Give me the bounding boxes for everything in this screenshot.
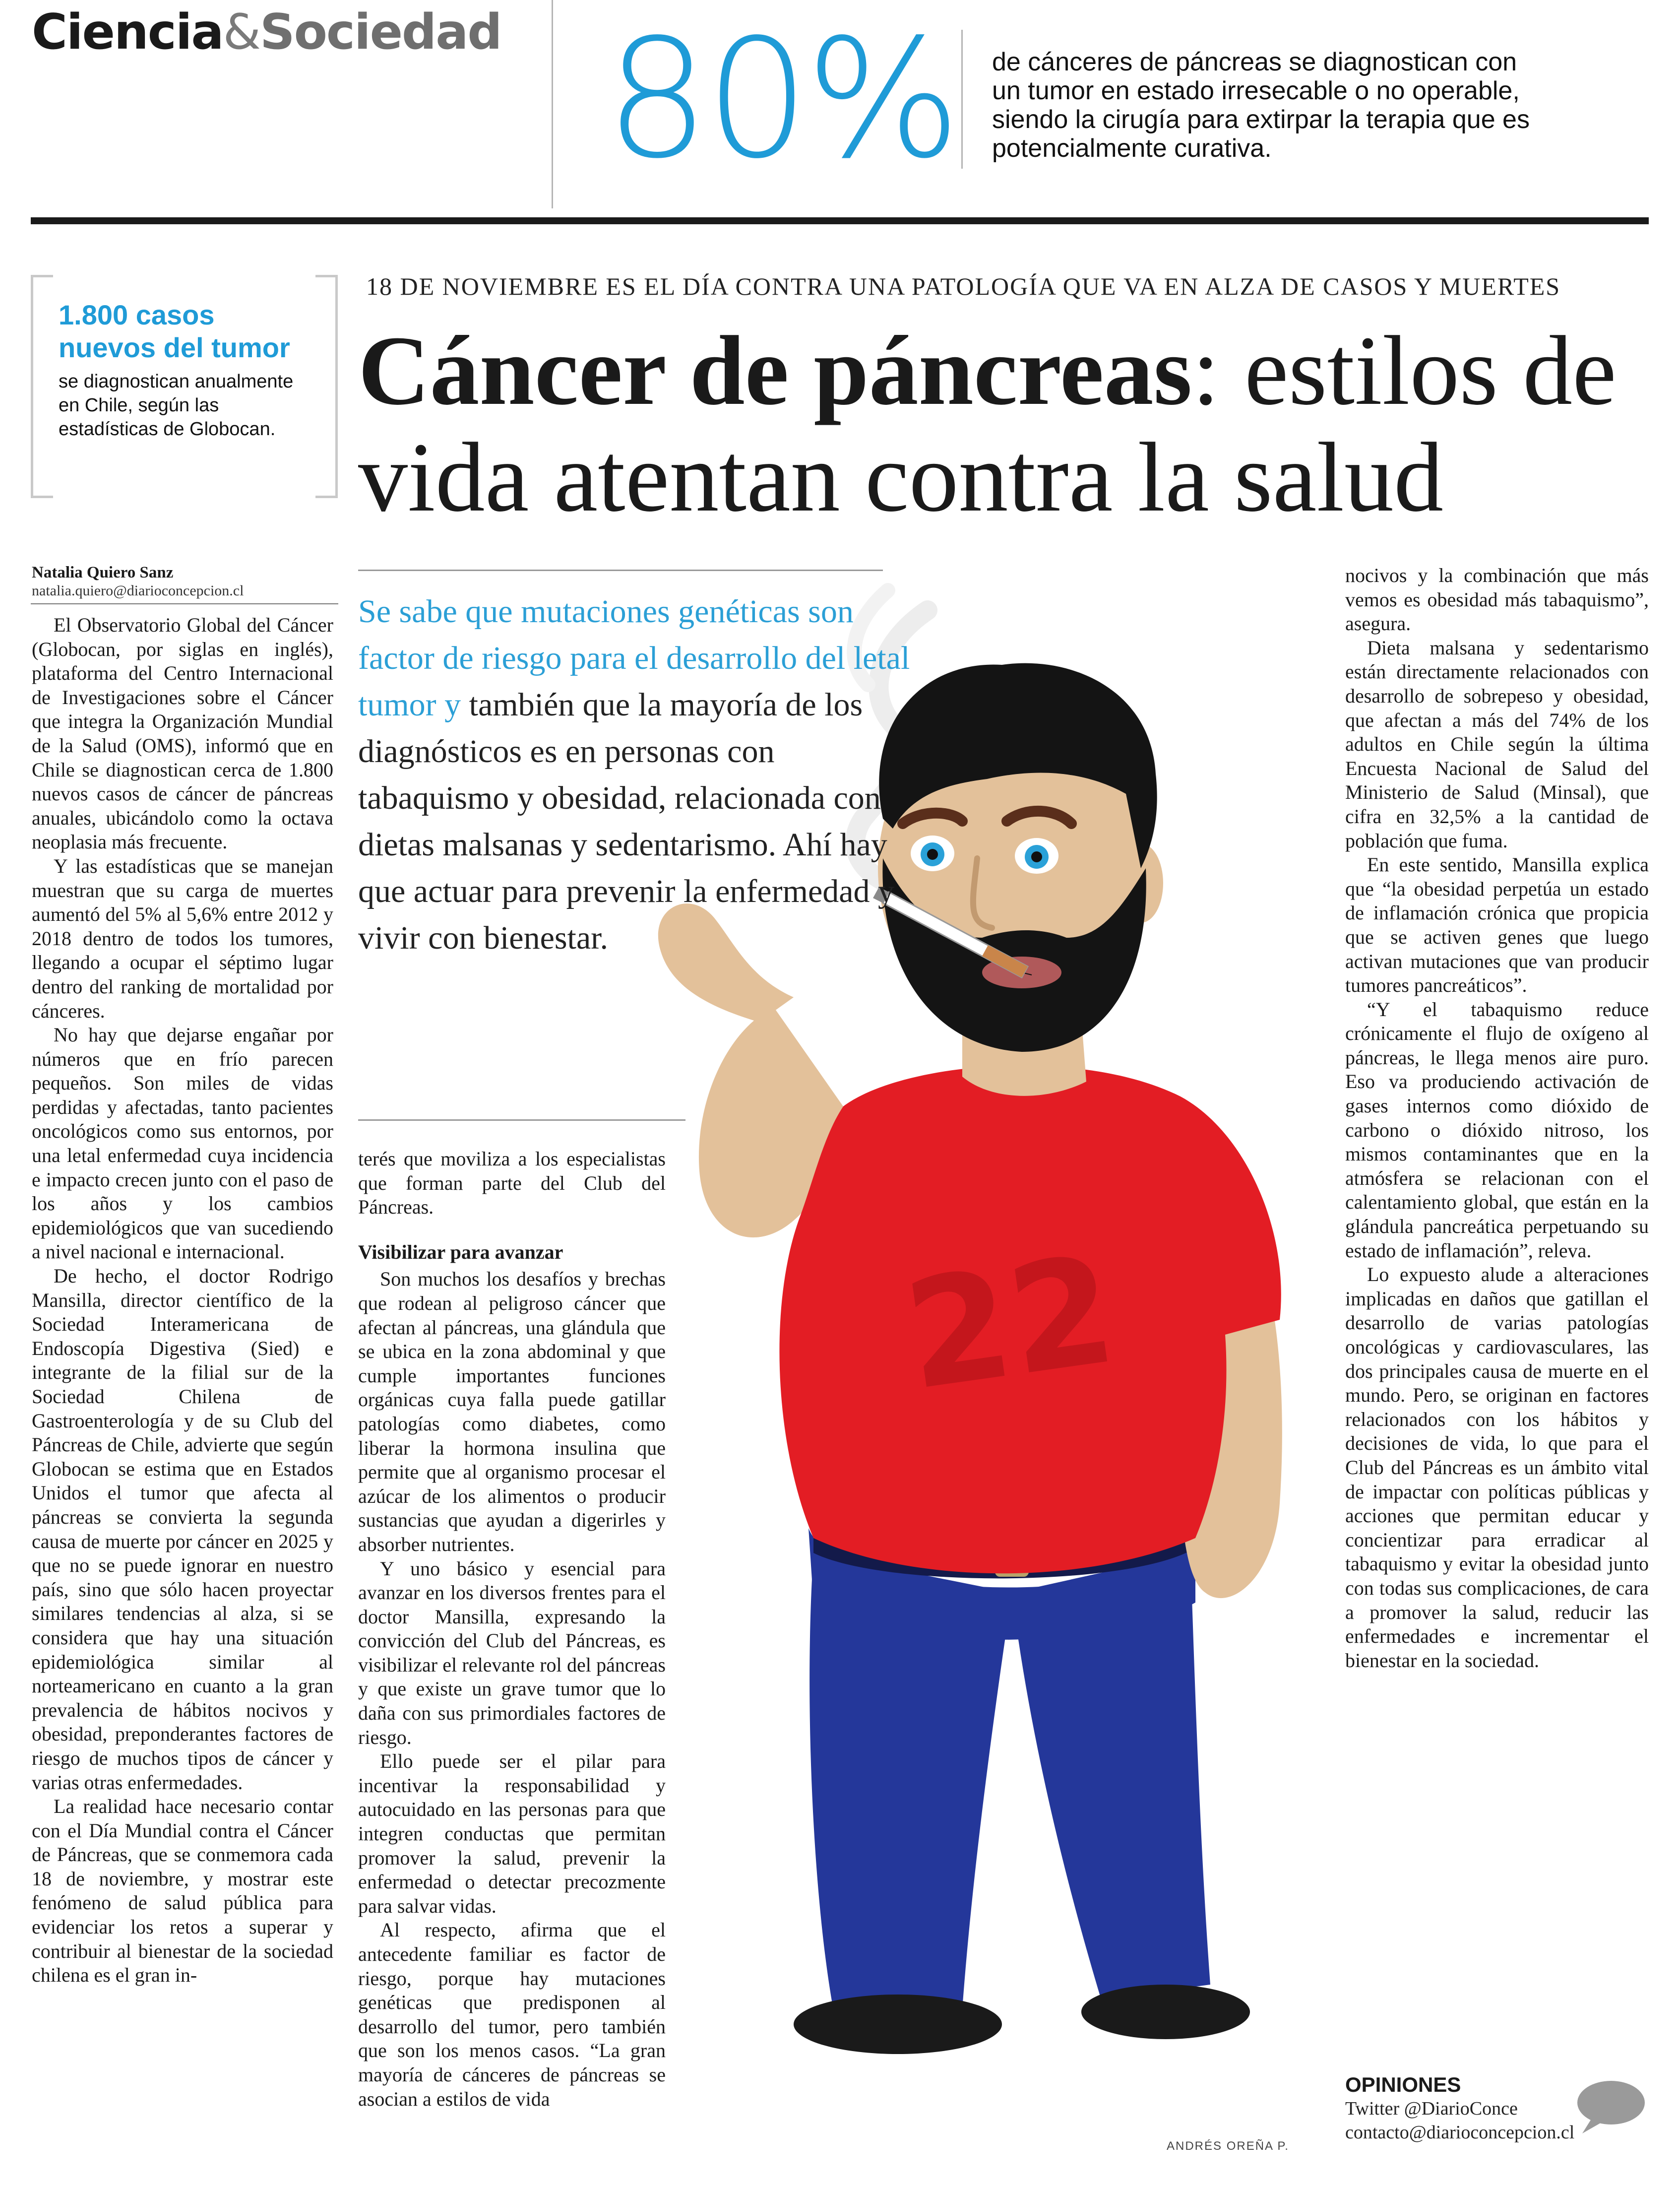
headline-stat-text: de cánceres de páncreas se diagnostican con un tumor en estado irresecable o no operable, siendo la cirugía para extirpar la terapia que es potencialmente curativa. [992,48,1530,163]
deck-highlight: Se sabe que mutaciones genéticas son factor de riesgo para el desarrollo del letal tumor y [358,593,910,723]
col1-paragraph: La realidad hace necesario contar con el Día Mundial contra el Cáncer de Páncreas, que se conmemora cada 18 de noviembre, y mostrar este fenómeno de salud pública para evidenciar los retos a superar y contribuir al bienestar de la sociedad chilena es el gran in- [32,1795,333,1987]
sidebar-stat-head [59,299,307,364]
col2-paragraph: Son muchos los desafíos y brechas que rodean al peligroso cáncer que afectan al páncreas, una glándula que se ubica en la zona abdominal y que cumple importantes funciones orgánicas cuya falla puede gatillar patologías como diabetes, como liberar la hormona insulina que permite que al organismo procesar el azúcar de los alimentos o producir sustancias que ayudan a digerirles y absorber nutrientes. [358,1268,666,1555]
opinions-email[interactable]: contacto@diarioconcepcion.cl [1345,2122,1575,2143]
sidebar-stat-line2: nuevos del tumor [59,332,290,363]
column-3 [1345,564,1649,1673]
speech-bubble-icon [1572,2078,1647,2137]
left-pupil [927,849,938,860]
left-shoe [794,1995,1002,2054]
col2-paragraph: Ello puede ser el pilar para incentivar la responsabilidad y autocuidado en las personas para que integren conductas que permitan promover la salud, prevenir la enfermedad o detectar precozmente para salvar vidas. [358,1750,666,1917]
section-part1: Ciencia [32,4,223,61]
bracket-right [315,275,338,498]
byline-name: Natalia Quiero Sanz [32,564,174,581]
column-1 [32,613,333,1988]
col2-paragraph: Al respecto, afirma que el antecedente familiar es factor de riesgo, porque hay mutaciones genéticas que predisponen al desarrollo del tumor, pero también que son los menos casos. “La gran mayoría de cánceres de páncreas se asocian a estilos de vida [358,1919,666,2110]
headline-rest: : estilos de vida atentan contra la salud [358,316,1617,532]
byline-rule [31,603,338,604]
section-label [32,0,501,64]
header-rule [31,217,1649,224]
right-shoe [1081,1985,1250,2039]
illustration-credit: ANDRÉS OREÑA P. [1167,2139,1289,2153]
opinions-twitter[interactable]: Twitter @DiarioConce [1345,2098,1518,2119]
section-amp: & [223,4,260,61]
col1-paragraph: El Observatorio Global del Cáncer (Globocan, por siglas en inglés), plataforma del Centro Internacional de Investigaciones sobre el Cáncer que integra la Organización Mundial de la Salud (OMS), informó que en Chile se diagnostican cerca de 1.800 nuevos casos de cáncer de páncreas anuales, ubicándolo como la octava neoplasia más frecuente. [32,614,333,853]
stat-divider [961,30,963,169]
col2-subhead: Visibilizar para avanzar [358,1240,563,1263]
col3-paragraph: Dieta malsana y sedentarismo están directamente relacionados con desarrollo de sobrepeso y obesidad, que afectan a más del 74% de los adultos en Chile según la última Encuesta Nacional de Salud del Ministerio de Salud (Minsal), que cifra en 32,5% a la cantidad de población que fuma. [1345,636,1649,852]
headline-stat-value: 80% [605,4,957,194]
right-pupil [1031,851,1042,862]
headline [358,318,1648,531]
shirt-number: 22 [895,1223,1125,1423]
col3-paragraph: “Y el tabaquismo reduce crónicamente el flujo de oxígeno al páncreas, le llega menos aire puro. Eso va produciendo activación de gases internos como dióxido de carbono o dióxido nitroso, los mismos contaminantes que en la atmósfera se relacionan con el calentamiento global, que están en la glándula pancreática perpetuando su estado de inflamación”, releva. [1345,998,1649,1262]
byline-email: natalia.quiero@diarioconcepcion.cl [32,582,244,599]
col2-paragraph: Y uno básico y esencial para avanzar en los diversos frentes para el doctor Mansilla, expresando la convicción del Club del Páncreas, es visibilizar el relevante rol del páncreas y que existe un grave tumor que lo daña con sus primordiales factores de riesgo. [358,1557,666,1748]
col1-paragraph: De hecho, el doctor Rodrigo Mansilla, director científico de la Sociedad Interamericana de Endoscopía Digestiva (Sied) e integrante de la filial sur de la Sociedad Chilena de Gastroenterología y de su Club del Páncreas de Chile, advierte que según Globocan se estima que en Estados Unidos el tumor que afecta al páncreas se convierta la segunda causa de muerte por cáncer en 2025 y que no se puede ignorar en nuestro país, sino que sólo hacen proyectar similares tendencias al alza, si se considera que hay una situación epidemiológica similar al norteamericano en cuanto a la gran prevalencia de hábitos nocivos y obesidad, preponderantes factores de riesgo de muchos tipos de cáncer y varias otras enfermedades. [32,1265,333,1794]
col3-paragraph: En este sentido, Mansilla explica que “la obesidad perpetúa un estado de inflamación crónica que propicia que se activen genes que luego activan mutaciones que van producir tumores pancreáticos”. [1345,853,1649,997]
sidebar-stat-body: se diagnostican anualmente en Chile, según las estadísticas de Globocan. [59,371,294,440]
opinions-title: OPINIONES [1345,2073,1461,2096]
col2-intro: terés que moviliza a los especialistas que forman parte del Club del Páncreas. [358,1148,666,1219]
header-divider [552,0,553,208]
kicker: 18 DE NOVIEMBRE ES EL DÍA CONTRA UNA PATOLOGÍA QUE VA EN ALZA DE CASOS Y MUERTES [366,272,1561,300]
column-2 [358,1147,666,2111]
col3-paragraph: nocivos y la combinación que más vemos es obesidad más tabaquismo”, asegura. [1345,564,1649,635]
deck-rule-top [358,570,883,571]
col1-paragraph: Y las estadísticas que se manejan muestran que su carga de muertes aumentó del 5% al 5,6% entre 2012 y 2018 dentro de todos los tumores, llegando a ocupar el séptimo lugar dentro del ranking de mortalidad por cánceres. [32,854,333,1022]
col3-paragraph: Lo expuesto alude a alteraciones implicadas en daños que gatillan el desarrollo de varias patologías oncológicas y cardiovasculares, las dos principales causa de muerte en el mundo. Pero, se originan en factores relacionados con los hábitos y decisiones de vida, lo que para el Club del Páncreas es un ámbito vital de impactar con políticas públicas y acciones que permitan educar y concientizar para erradicar al tabaquismo y evitar la obesidad junto con todas sus complicaciones, de cara a promover la salud, reducir las enfermedades e incrementar el bienestar en la sociedad. [1345,1263,1649,1672]
headline-bold: Cáncer de páncreas [358,316,1192,426]
col1-paragraph: No hay que dejarse engañar por números que en frío parecen pequeños. Son miles de vidas perdidas y afectadas, tanto pacientes oncológicos como sus entornos, por una letal enfermedad cuya incidencia e impacto crecen junto con el paso de los años y los cambios epidemiológicos que van sucediendo a nivel nacional e internacional. [32,1024,333,1263]
deck [358,588,914,962]
bracket-left [31,275,53,498]
deck-rest: también que la mayoría de los diagnósticos es en personas con tabaquismo y obesidad, relacionada con dietas malsanas y sedentarismo. Ahí hay que actuar para prevenir la enfermedad y vivir con bienestar. [358,687,895,956]
section-part2: Sociedad [259,4,501,61]
sidebar-stat-line1: 1.800 casos [59,299,215,330]
deck-rule-bottom [358,1119,685,1121]
